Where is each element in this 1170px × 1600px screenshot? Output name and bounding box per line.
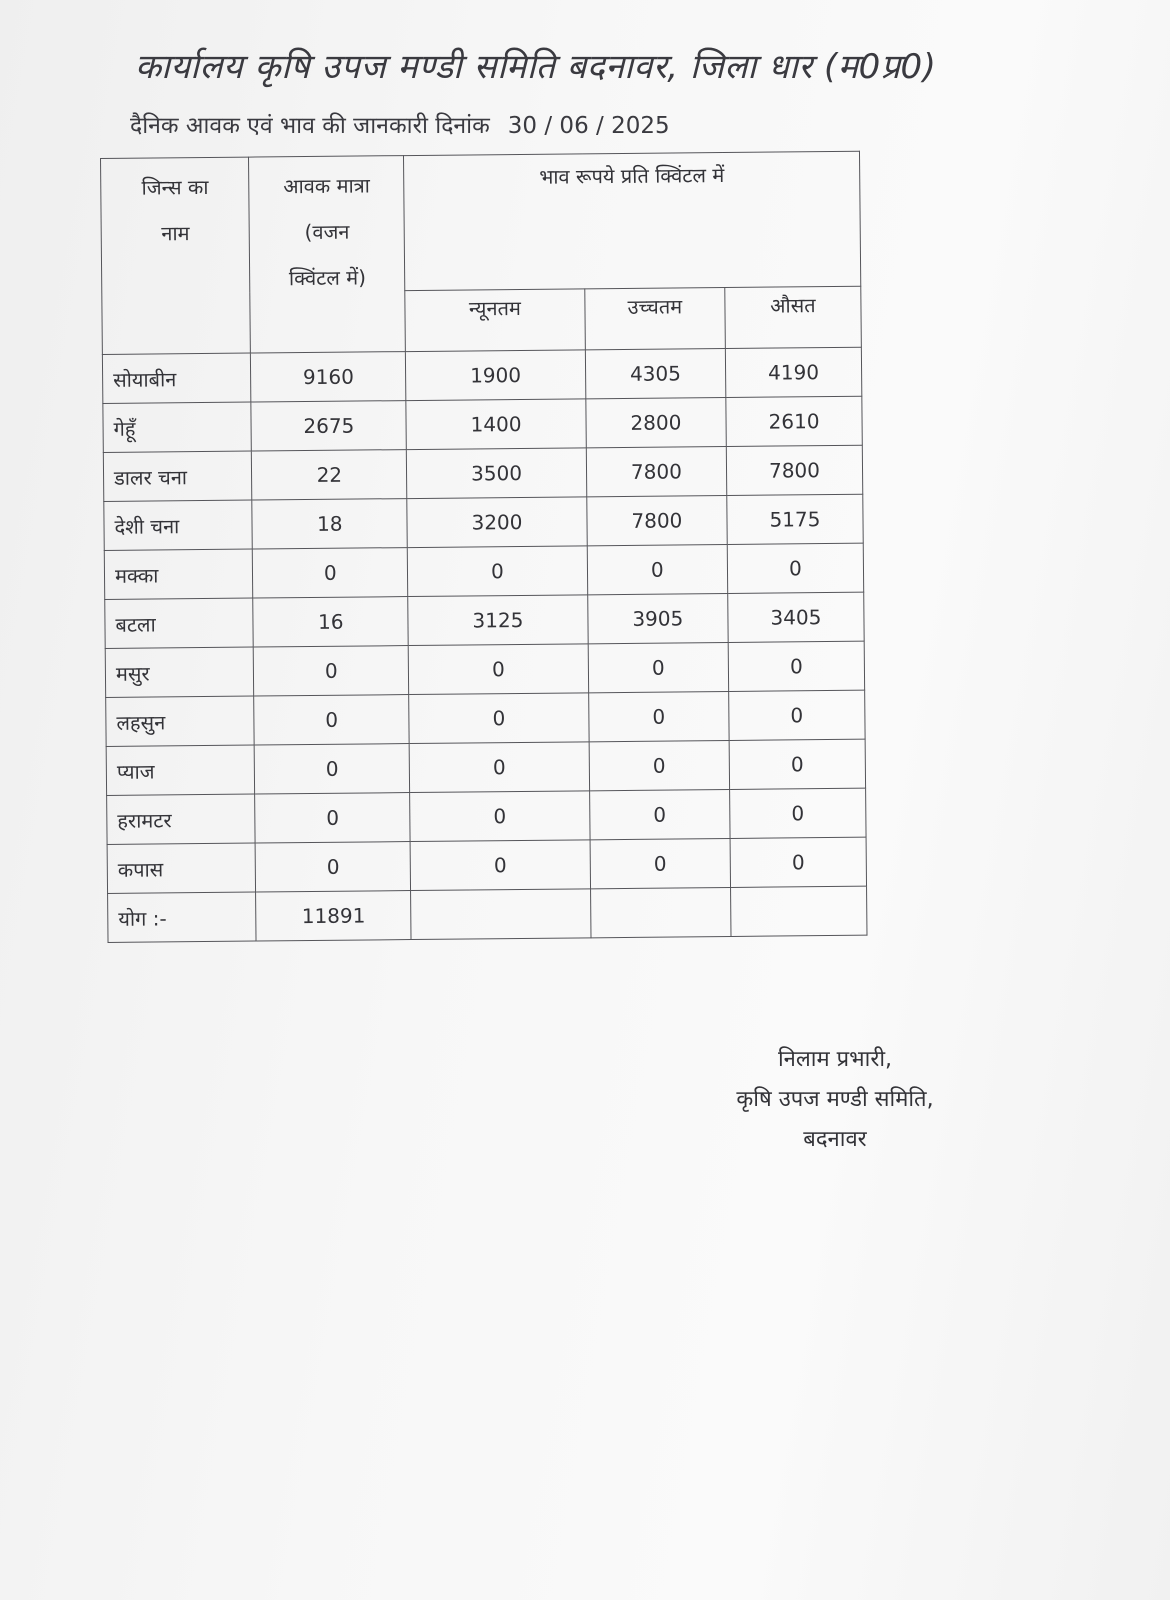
average-price: 4190 xyxy=(725,347,862,397)
minimum-price: 0 xyxy=(410,840,590,891)
maximum-price: 2800 xyxy=(586,398,727,448)
arrival-quantity: 0 xyxy=(255,744,410,794)
commodity-name: प्याज xyxy=(106,745,255,795)
table-row xyxy=(105,641,864,697)
header-arrival-line1: आवक मात्रा xyxy=(283,173,371,199)
table-row xyxy=(103,396,862,452)
header-minimum: न्यूनतम xyxy=(405,289,585,352)
average-price: 0 xyxy=(729,739,866,789)
header-name-line2: नाम xyxy=(161,221,190,246)
arrival-quantity: 2675 xyxy=(251,401,406,451)
minimum-price: 3500 xyxy=(406,448,586,499)
arrival-quantity: 22 xyxy=(252,450,407,500)
arrival-quantity: 0 xyxy=(256,842,411,892)
maximum-price: 0 xyxy=(587,544,728,594)
table-row xyxy=(103,445,862,501)
average-price: 0 xyxy=(730,788,867,838)
arrival-quantity: 0 xyxy=(254,695,409,745)
average-price: 0 xyxy=(727,543,864,593)
commodity-name: मसुर xyxy=(105,647,254,697)
maximum-price: 4305 xyxy=(585,349,726,399)
price-table xyxy=(100,151,868,943)
maximum-price: 0 xyxy=(590,838,731,888)
subtitle-text: दैनिक आवक एवं भाव की जानकारी दिनांक xyxy=(130,113,490,139)
maximum-price: 0 xyxy=(588,691,729,741)
maximum-price: 0 xyxy=(589,740,730,790)
table-row xyxy=(106,739,865,795)
total-row xyxy=(108,886,867,942)
minimum-price: 0 xyxy=(409,693,589,744)
header-maximum: उच्चतम xyxy=(585,288,726,350)
signature-designation: निलाम प्रभारी, xyxy=(777,1047,893,1072)
table-row xyxy=(107,788,866,844)
header-arrival-quantity xyxy=(249,156,406,353)
header-commodity-name xyxy=(101,157,251,354)
commodity-name: हरामटर xyxy=(107,794,256,844)
commodity-name: देशी चना xyxy=(104,500,253,550)
table-row xyxy=(104,494,863,550)
total-label: योग :- xyxy=(108,892,257,942)
arrival-quantity: 0 xyxy=(255,793,410,843)
total-empty-cell xyxy=(590,887,731,937)
minimum-price: 0 xyxy=(407,546,587,597)
table-row xyxy=(104,543,863,599)
average-price: 0 xyxy=(728,641,865,691)
office-title: कार्यालय कृषि उपज मण्डी समिति बदनावर, जिला धार (म0प्र0) xyxy=(135,47,937,87)
header-arrival-line2: (वजन xyxy=(304,219,350,245)
report-subtitle xyxy=(130,108,670,140)
maximum-price: 3905 xyxy=(588,593,729,643)
arrival-quantity: 18 xyxy=(252,499,407,549)
signature-organization: कृषि उपज मण्डी समिति, xyxy=(736,1087,934,1112)
table-row xyxy=(102,347,861,403)
table-row xyxy=(106,690,865,746)
minimum-price: 3125 xyxy=(408,595,588,646)
average-price: 3405 xyxy=(728,592,865,642)
signature-place: बदनावर xyxy=(803,1127,867,1152)
minimum-price: 1900 xyxy=(406,350,586,401)
header-average: औसत xyxy=(725,286,862,348)
total-empty-cell xyxy=(730,886,867,936)
maximum-price: 7800 xyxy=(587,495,728,545)
minimum-price: 3200 xyxy=(407,497,587,548)
maximum-price: 7800 xyxy=(586,447,727,497)
commodity-name: कपास xyxy=(107,843,256,893)
average-price: 5175 xyxy=(727,494,864,544)
maximum-price: 0 xyxy=(589,789,730,839)
signature-block xyxy=(700,1040,970,1160)
header-name-line1: जिन्स का xyxy=(141,174,209,200)
minimum-price: 0 xyxy=(408,644,588,695)
report-date: 30 / 06 / 2025 xyxy=(507,113,670,139)
table-header-row xyxy=(101,151,861,293)
table-row xyxy=(107,837,866,893)
commodity-name: डालर चना xyxy=(103,451,252,501)
commodity-name: मक्का xyxy=(104,549,253,599)
average-price: 2610 xyxy=(726,396,863,446)
maximum-price: 0 xyxy=(588,642,729,692)
total-empty-cell xyxy=(411,889,591,940)
header-arrival-line3: क्विंटल में) xyxy=(288,265,367,291)
header-price-per-quintal: भाव रूपये प्रति क्विंटल में xyxy=(404,151,861,290)
table-row xyxy=(105,592,864,648)
arrival-quantity: 16 xyxy=(253,597,408,647)
total-arrival: 11891 xyxy=(256,891,411,941)
minimum-price: 0 xyxy=(410,791,590,842)
minimum-price: 0 xyxy=(409,742,589,793)
commodity-name: बटला xyxy=(105,598,254,648)
minimum-price: 1400 xyxy=(406,399,586,450)
average-price: 0 xyxy=(730,837,867,887)
commodity-name: गेहूँ xyxy=(103,402,252,452)
average-price: 0 xyxy=(729,690,866,740)
arrival-quantity: 9160 xyxy=(251,352,406,402)
commodity-name: लहसुन xyxy=(106,696,255,746)
arrival-quantity: 0 xyxy=(254,646,409,696)
arrival-quantity: 0 xyxy=(253,548,408,598)
commodity-name: सोयाबीन xyxy=(102,353,251,403)
average-price: 7800 xyxy=(726,445,863,495)
